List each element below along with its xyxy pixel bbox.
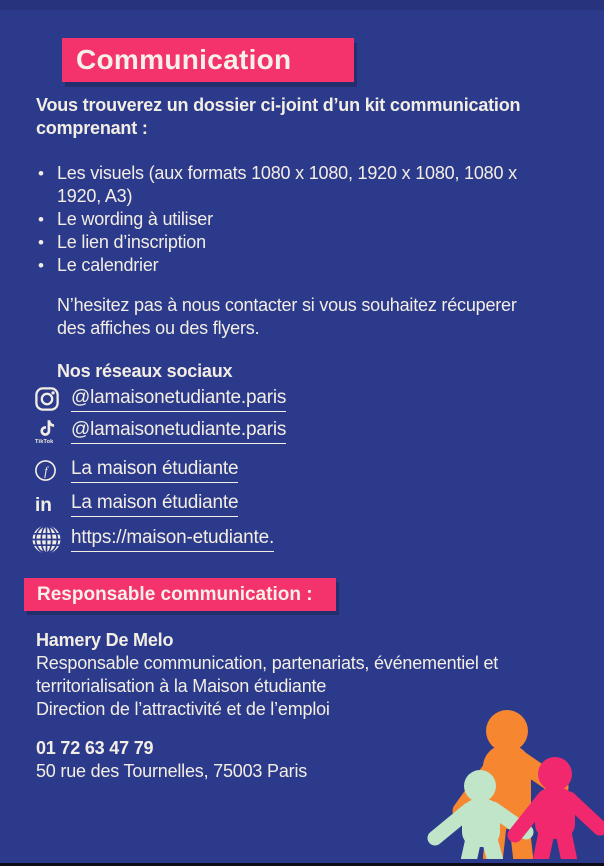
facebook-link[interactable]: La maison étudiante	[71, 458, 238, 483]
svg-text:f: f	[44, 463, 48, 478]
list-item-text: Les visuels (aux formats 1080 x 1080, 1920 x 1080, 1080 x 1920, A3)	[57, 163, 517, 206]
linkedin-link[interactable]: La maison étudiante	[71, 492, 238, 517]
list-item	[38, 254, 517, 277]
contact-coordinates	[36, 737, 307, 783]
tiktok-icon	[34, 417, 71, 445]
postal-address: 50 rue des Tournelles, 75003 Paris	[36, 761, 308, 781]
social-heading: Nos réseaux sociaux	[57, 361, 233, 381]
top-edge-strip	[0, 0, 604, 10]
page-title: Communication	[76, 44, 292, 75]
bullet-icon: •	[38, 256, 44, 275]
social-row-linkedin	[34, 489, 238, 519]
social-row-facebook	[34, 455, 238, 485]
instagram-link[interactable]: @lamaisonetudiante.paris	[71, 387, 286, 412]
list-item-text: Le lien d’inscription	[57, 232, 206, 252]
paper-doll-figures-illustration	[423, 689, 604, 864]
bullet-icon: •	[38, 233, 44, 252]
list-item-text: Le wording à utiliser	[57, 209, 213, 229]
communication-title-banner	[62, 38, 354, 82]
list-item	[38, 162, 517, 208]
website-link[interactable]: https://maison-etudiante.	[71, 527, 274, 552]
kit-bullet-list	[38, 162, 517, 277]
bullet-icon: •	[38, 210, 44, 229]
intro-line: comprenant :	[36, 118, 148, 138]
facebook-icon	[34, 459, 71, 482]
list-item	[38, 231, 517, 254]
linkedin-icon	[34, 492, 71, 516]
tiktok-icon-caption: TikTok	[35, 439, 54, 445]
globe-icon	[31, 524, 71, 555]
responsable-name: Hamery De Melo	[36, 630, 174, 650]
responsable-role-line: Direction de l’attractivité et de l’emploi	[36, 699, 330, 719]
bullet-icon: •	[38, 164, 44, 183]
contact-note: N’hesitez pas à nous contacter si vous souhaitez récuperer des affiches ou des flyers.	[57, 295, 517, 338]
responsable-role-line: territorialisation à la Maison étudiante	[36, 676, 327, 696]
social-row-instagram	[34, 384, 286, 414]
social-row-website	[34, 524, 274, 554]
responsable-banner	[24, 578, 336, 611]
responsable-role-line: Responsable communication, partenariats, événementiel et	[36, 653, 499, 673]
svg-text:in: in	[35, 495, 52, 516]
responsable-banner-label: Responsable communication :	[37, 584, 313, 605]
list-item-text: Le calendrier	[57, 255, 159, 275]
intro-paragraph	[36, 94, 520, 140]
tiktok-link[interactable]: @lamaisonetudiante.paris	[71, 419, 286, 444]
intro-line: Vous trouverez un dossier ci-joint d’un kit communication	[36, 95, 521, 115]
social-row-tiktok	[34, 416, 286, 446]
phone-number: 01 72 63 47 79	[36, 738, 154, 758]
instagram-icon	[34, 386, 71, 412]
list-item	[38, 208, 517, 231]
